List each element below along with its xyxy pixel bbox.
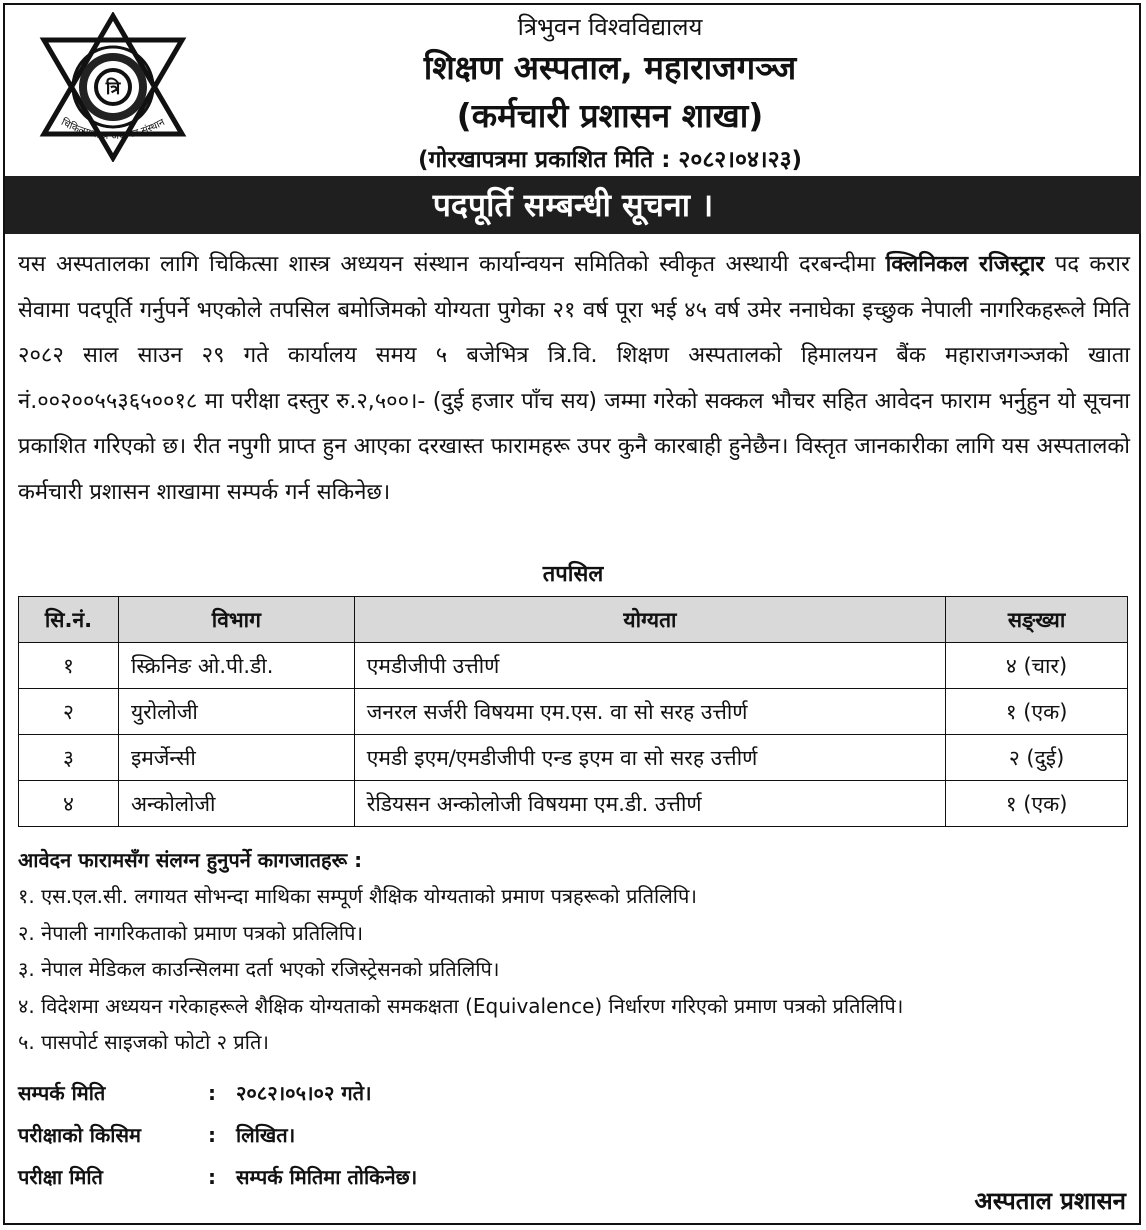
hospital-name: शिक्षण अस्पताल, महाराजगञ्ज — [423, 48, 797, 87]
document-item: १. एस.एल.सी. लगायत सोभन्दा माथिका सम्पूर्ण शैक्षिक योग्यताको प्रमाण पत्रहरूको प्रतिलिपि। — [18, 884, 697, 908]
notice-body: पद करार सेवामा पदपूर्ति गर्नुपर्ने भएकोले तपसिल बमोजिमको योग्यता पुगेका २१ वर्ष पूरा भई ४५ वर्ष उमेर ननाघेका इच्छुक नेपाली नागरिकहरूले मिति २०८२ साल साउन २९ गते कार्यालय समय ५ बजेभित्र त्रि.वि. शिक्षण अस्पतालको हिमालयन बैंक महाराजगञ्जको खाता नं.००२००५५३६५००१८ मा परीक्षा दस्तुर रु.२,५००।- (दुई हजार पाँच सय) जम्मा गरेको सक्कल भौचर सहित आवेदन फाराम भर्नुहुन यो सूचना प्रकाशित गरिएको छ। रीत नपुगी प्राप्त हुन आएका दरखास्त फारामहरू उपर कुनै कारबाही हुनेछैन। विस्तृत जानकारीका लागि यस अस्पतालको कर्मचारी प्रशासन शाखामा सम्पर्क गर्न सकिनेछ। — [18, 252, 1130, 505]
svg-text:त्रि: त्रि — [105, 78, 121, 99]
table-caption: तपसिल — [542, 562, 604, 587]
notice-intro: यस अस्पतालका लागि चिकित्सा शास्त्र अध्ययन संस्थान कार्यान्वयन समितिको स्वीकृत अस्थायी दरबन्दीमा — [18, 252, 886, 277]
header-count: सङ्ख्या — [946, 597, 1128, 643]
cell-department: इमर्जेन्सी — [118, 735, 354, 781]
section-name: (कर्मचारी प्रशासन शाखा) — [456, 96, 764, 135]
exam-date-row — [18, 1156, 417, 1198]
exam-date-label: परीक्षा मिति — [18, 1165, 103, 1189]
cell-sn: ४ — [19, 781, 119, 827]
cell-sn: १ — [19, 643, 119, 689]
exam-info — [18, 1072, 417, 1198]
separator: : — [208, 1165, 216, 1189]
documents-heading: आवेदन फारामसँग संलग्न हुनुपर्ने कागजातहरू : — [18, 848, 363, 872]
header-department: विभाग — [118, 597, 354, 643]
exam-type-row — [18, 1114, 417, 1156]
cell-count: ४ (चार) — [946, 643, 1128, 689]
cell-sn: ३ — [19, 735, 119, 781]
document-item: २. नेपाली नागरिकताको प्रमाण पत्रको प्रतिलिपि। — [18, 920, 364, 945]
document-item: ३. नेपाल मेडिकल काउन्सिलमा दर्ता भएको रजिस्ट्रेसनको प्रतिलिपि। — [18, 957, 500, 981]
notice-paragraph — [18, 242, 1130, 515]
cell-sn: २ — [19, 689, 119, 735]
exam-date-value: सम्पर्क मितिमा तोकिनेछ। — [236, 1165, 418, 1189]
signature: अस्पताल प्रशासन — [974, 1187, 1126, 1215]
document-item: ५. पासपोर्ट साइजको फोटो २ प्रति। — [18, 1030, 269, 1054]
contact-date-value: २०८२।०५।०२ गते। — [236, 1081, 372, 1105]
document-item: ४. विदेशमा अध्ययन गरेकाहरूले शैक्षिक योग्यताको समकक्षता (Equivalence) निर्धारण गरिएको प्रमाण पत्रको प्रतिलिपि। — [18, 993, 904, 1018]
university-name: त्रिभुवन विश्वविद्यालय — [517, 13, 703, 41]
header-sn: सि.नं. — [19, 597, 119, 643]
cell-department: युरोलोजी — [118, 689, 354, 735]
table-row — [19, 643, 1128, 689]
cell-qualification: जनरल सर्जरी विषयमा एम.एस. वा सो सरह उत्तीर्ण — [354, 689, 945, 735]
cell-qualification: रेडियसन अन्कोलोजी विषयमा एम.डी. उत्तीर्ण — [354, 781, 945, 827]
notice-title-banner: पदपूर्ति सम्बन्धी सूचना । — [5, 176, 1141, 234]
separator: : — [208, 1123, 216, 1147]
table-header-row — [19, 597, 1128, 643]
cell-count: १ (एक) — [946, 689, 1128, 735]
contact-date-label: सम्पर्क मिति — [18, 1081, 106, 1105]
cell-count: १ (एक) — [946, 781, 1128, 827]
cell-department: स्क्रिनिङ ओ.पी.डी. — [118, 643, 354, 689]
cell-count: २ (दुई) — [946, 735, 1128, 781]
publication-date: (गोरखापत्रमा प्रकाशित मिति : २०८२।०४।२३) — [417, 147, 803, 173]
cell-qualification: एमडी इएम/एमडीजीपी एन्ड इएम वा सो सरह उत्तीर्ण — [354, 735, 945, 781]
cell-qualification: एमडीजीपी उत्तीर्ण — [354, 643, 945, 689]
position-name: क्लिनिकल रजिस्ट्रार — [885, 252, 1045, 277]
university-seal-icon — [28, 12, 198, 162]
seal-text: चिकित्साशास्त्र अध्ययन संस्थान — [59, 117, 167, 143]
exam-type-value: लिखित। — [236, 1123, 296, 1147]
header-qualification: योग्यता — [354, 597, 945, 643]
vacancy-table — [18, 596, 1128, 827]
table-row — [19, 689, 1128, 735]
table-row — [19, 781, 1128, 827]
cell-department: अन्कोलोजी — [118, 781, 354, 827]
exam-type-label: परीक्षाको किसिम — [18, 1123, 141, 1147]
separator: : — [208, 1081, 216, 1105]
table-row — [19, 735, 1128, 781]
contact-date-row — [18, 1072, 417, 1114]
required-documents — [18, 842, 1133, 1061]
